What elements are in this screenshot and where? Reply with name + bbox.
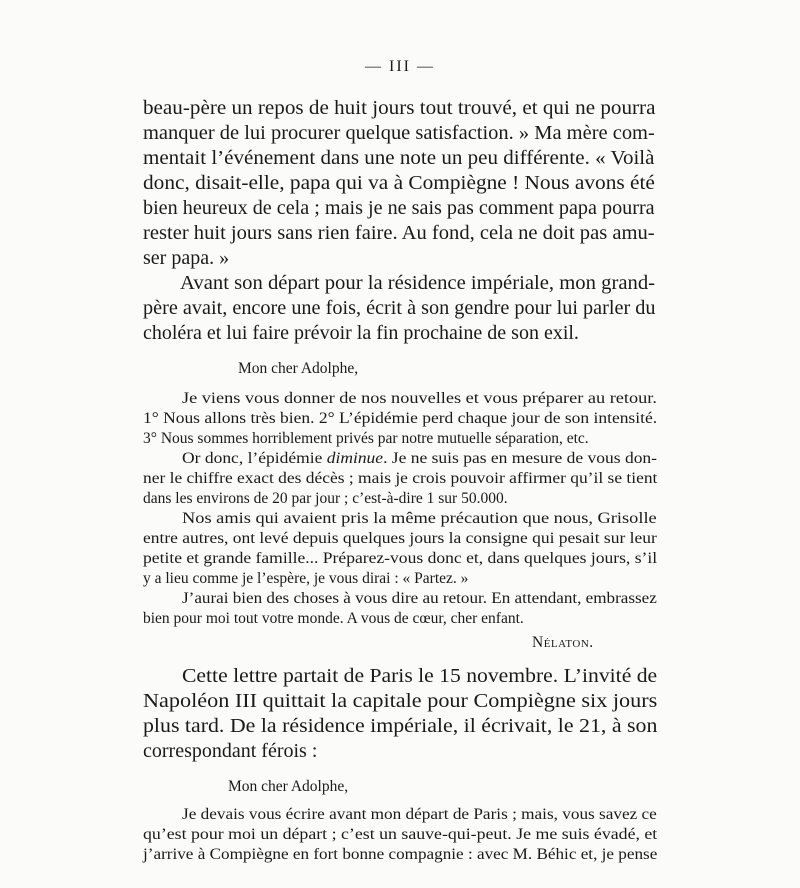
letter-line: ner le chiffre exact des décès ; mais je crois pouvoir affirmer qu’il se tient	[143, 470, 658, 487]
page-number: — III —	[365, 58, 435, 75]
paragraph-line: beau-père un repos de huit jours tout trouvé, et qui ne pourra	[143, 97, 656, 119]
paragraph-line: manquer de lui procurer quelque satisfaction. » Ma mère com-	[143, 122, 655, 144]
paragraph-line: mentait l’événement dans une note un peu différente. « Voilà	[143, 147, 655, 169]
letter-line: qu’est pour moi un départ ; c’est un sauve-qui-peut. Je me suis évadé, et	[143, 826, 658, 843]
letter-text: . Je ne suis pas en mesure de vous don-	[383, 450, 658, 467]
letter-line: Je devais vous écrire avant mon départ de Paris ; mais, vous savez ce	[182, 806, 657, 823]
letter-signature: Nélaton.	[532, 634, 594, 651]
paragraph-line: correspondant férois :	[143, 740, 318, 762]
letter-line: bien pour moi tout votre monde. A vous de cœur, cher enfant.	[143, 610, 524, 627]
letter-text: Or donc, l’épidémie	[182, 450, 327, 467]
paragraph-line: Avant son départ pour la résidence impériale, mon grand-	[180, 272, 656, 294]
letter-salutation: Mon cher Adolphe,	[228, 778, 349, 795]
paragraph-line: Cette lettre partait de Paris le 15 novembre. L’invité de	[182, 665, 658, 687]
letter-line: 1° Nous allons très bien. 2° L’épidémie perd chaque jour de son intensité.	[143, 410, 658, 427]
paragraph-line: père avait, encore une fois, écrit à son gendre pour lui parler du	[143, 297, 656, 319]
letter-line: j’arrive à Compiègne en fort bonne compagnie : avec M. Béhic et, je pense	[143, 846, 658, 863]
letter-line	[182, 450, 657, 468]
paragraph-line: choléra et lui faire prévoir la fin prochaine de son exil.	[143, 322, 579, 344]
paragraph-line: Napoléon III quittait la capitale pour Compiègne six jours	[143, 690, 658, 712]
paragraph-line: ser papa. »	[143, 247, 230, 269]
letter-salutation: Mon cher Adolphe,	[238, 360, 359, 377]
paragraph-line: donc, disait-elle, papa qui va à Compiègne ! Nous avons été	[143, 172, 655, 194]
letter-line: J’aurai bien des choses à vous dire au retour. En attendant, embrassez	[182, 590, 657, 607]
letter-line: Nos amis qui avaient pris la même précaution que nous, Grisolle	[182, 510, 657, 527]
letter-line: 3° Nous sommes horriblement privés par notre mutuelle séparation, etc.	[143, 430, 589, 447]
letter-line: Je viens vous donner de nos nouvelles et vous préparer au retour.	[182, 390, 657, 407]
emphasis-word: diminue	[326, 450, 384, 467]
letter-line: dans les environs de 20 par jour ; c’est-à-dire 1 sur 50.000.	[143, 490, 508, 507]
letter-line: y a lieu comme je l’espère, je vous dirai : « Partez. »	[143, 570, 469, 587]
letter-line: petite et grande famille... Préparez-vous donc et, dans quelques jours, s’il	[143, 550, 658, 567]
paragraph-line: rester huit jours sans rien faire. Au fond, cela ne doit pas amu-	[143, 222, 655, 244]
paragraph-line: plus tard. De la résidence impériale, il écrivait, le 21, à son	[143, 715, 658, 737]
paragraph-line: bien heureux de cela ; mais je ne sais pas comment papa pourra	[143, 197, 655, 219]
letter-line: entre autres, ont levé depuis quelques jours la consigne qui pesait sur leur	[143, 530, 657, 547]
